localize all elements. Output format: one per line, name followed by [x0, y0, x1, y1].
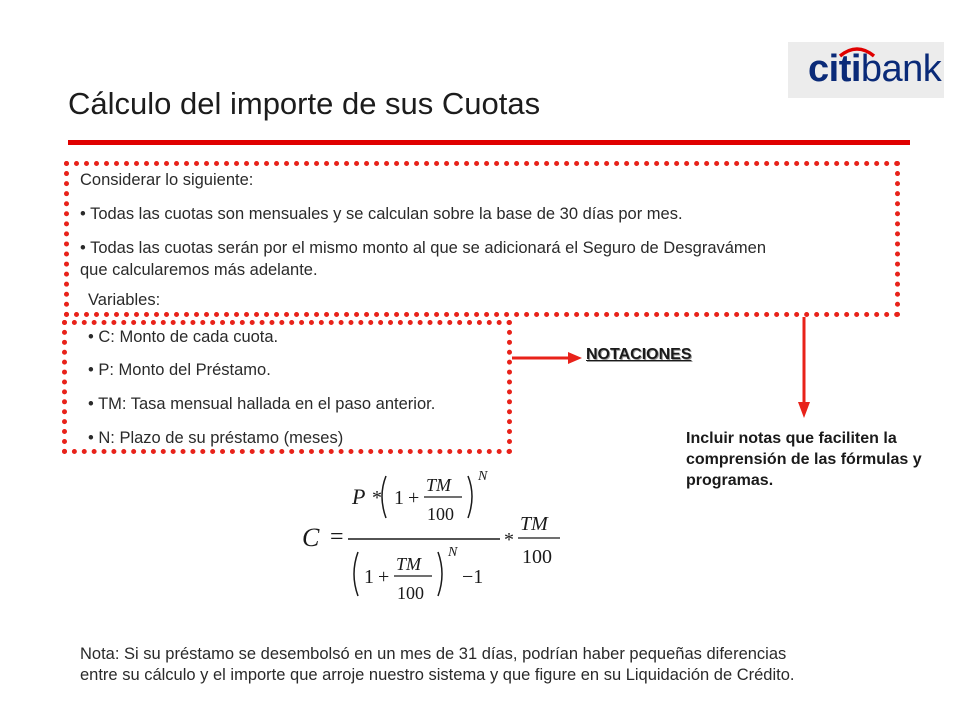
logo-bank: bank [860, 48, 942, 90]
formula-exponent-2: N [448, 545, 458, 560]
formula-lhs: C [302, 523, 320, 552]
formula-tm-2: TM [396, 554, 422, 574]
consideration-bullet-2-line-1: • Todas las cuotas serán por el mismo monto al que se adicionará el Seguro de Desgravámen [80, 239, 767, 257]
notations-label: NOTACIONES [586, 346, 692, 363]
variable-item-n: • N: Plazo de su préstamo (meses) [88, 429, 344, 447]
logo-citi: citi [808, 48, 861, 90]
formula-plus-2: + [378, 566, 390, 588]
variable-item-p: • P: Monto del Préstamo. [88, 361, 271, 379]
formula-plus-1: + [408, 487, 420, 509]
formula-paren-open-1 [382, 476, 386, 518]
bottom-note [80, 644, 794, 686]
arrow-to-notations-head-icon [568, 352, 582, 364]
formula-hundred-2: 100 [397, 583, 424, 603]
consideration-bullet-1: • Todas las cuotas son mensuales y se calculan sobre la base de 30 días por mes. [80, 205, 683, 223]
formula-star-2: * [504, 529, 514, 551]
considerations-heading: Considerar lo siguiente: [80, 171, 254, 189]
formula-hundred-1: 100 [427, 504, 454, 524]
formula-star-1: * [372, 487, 382, 509]
formula-minus-one: −1 [462, 566, 484, 588]
variable-item-tm: • TM: Tasa mensual hallada en el paso anterior. [88, 395, 436, 413]
variable-item-c: • C: Monto de cada cuota. [88, 328, 279, 346]
consideration-bullet-2-line-2: que calcularemos más adelante. [80, 261, 318, 279]
bottom-note-line-2: entre su cálculo y el importe que arroje nuestro sistema y que figure en su Liquidación de Crédito. [80, 666, 795, 684]
formula-tm-1: TM [426, 475, 452, 495]
arrow-to-note-head-icon [798, 402, 810, 418]
formula-paren-open-2 [354, 552, 358, 596]
payment-formula [300, 462, 570, 612]
formula-equals: = [330, 524, 344, 550]
formula-one-1: 1 [394, 487, 404, 509]
variables-heading: Variables: [88, 291, 161, 309]
formula-exponent-1: N [478, 469, 488, 484]
bottom-note-line-1: Nota: Si su préstamo se desembolsó en un mes de 31 días, podrían haber pequeñas diferencias [80, 645, 787, 663]
formula-principal: P [352, 484, 366, 509]
formula-paren-close-1 [468, 476, 472, 518]
side-note: Incluir notas que faciliten la comprensión de las fórmulas y programas. [686, 430, 922, 489]
page-title: Cálculo del importe de sus Cuotas [68, 86, 541, 121]
formula-hundred-3: 100 [522, 546, 552, 568]
formula-one-2: 1 [364, 566, 374, 588]
formula-tm-3: TM [520, 513, 548, 535]
formula-paren-close-2 [438, 552, 442, 596]
